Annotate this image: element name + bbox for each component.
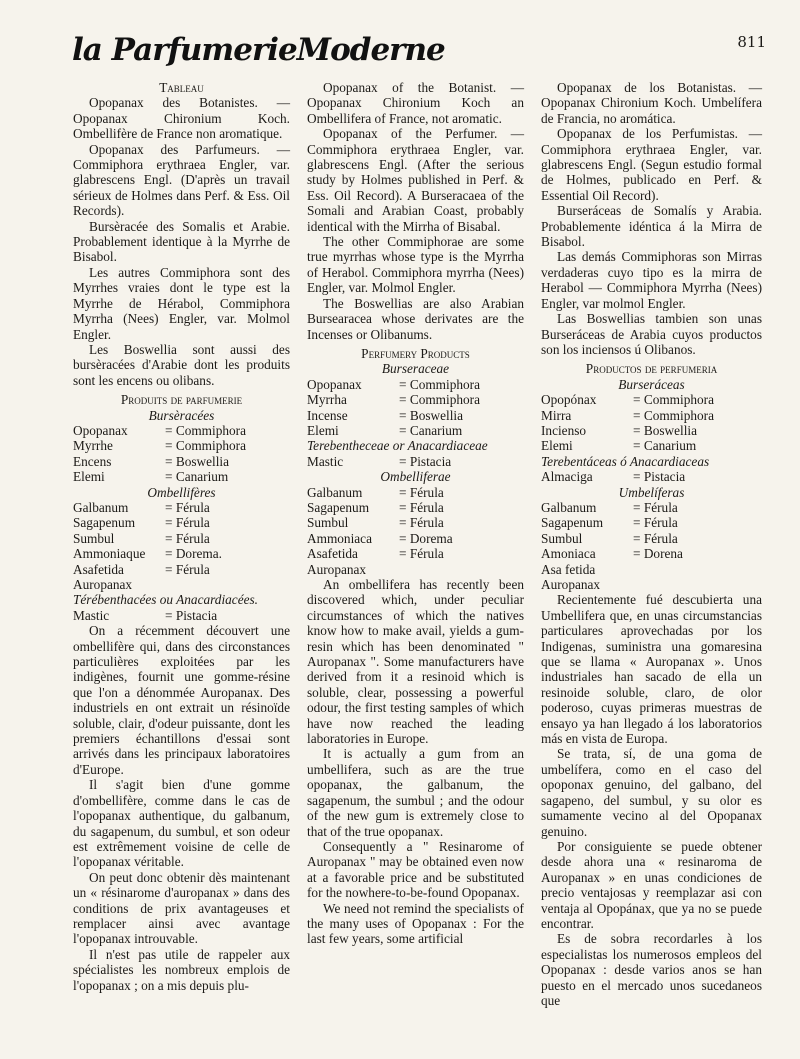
synonym-row [73,608,290,623]
product-name: Asafetida [73,561,124,577]
spanish-paragraph: Por consiguiente se puede obtener desde ahora una « resinaroma de Auropanax » en unas condiciones de precio ventajosas y reemplazar asi con ventaja al Opopánax, que ya no se puede encontrar. [541,838,762,931]
product-name: Asafetida [307,546,358,562]
french-synonym-table [73,500,290,592]
genus-equivalent: = Commiphora [165,438,246,454]
synonym-row [307,392,524,407]
french-family-heading: Térébenthacées ou Anacardiacées. [73,592,258,608]
english-paragraph: The other Commiphorae are some true myrrhas whose type is the Myrrha of Herabol. Commiphora myrrha (Nees) Engler, var. Molmol Engler. [307,234,524,296]
synonym-row [541,515,762,530]
product-name: Elemi [541,438,573,454]
english-paragraph: Consequently a " Resinarome of Auropanax " may be obtained even now at a favorable price and be substituted for the nowhere-to-be-found Opopanax. [307,838,524,901]
genus-equivalent: = Pistacia [633,469,686,485]
synonym-row [541,577,762,592]
product-name: Sagapenum [541,515,604,531]
synonym-row [73,531,290,546]
genus-equivalent [399,562,524,577]
english-paragraph: An ombellifera has recently been discovered which, under peculiar circumstances of which the natives know how to make avail, yields a gum-resin which has been denominated " Auropanax ". Some manufacturers have derived from it a resinoid which is soluble, clear, possessing a powerful odour, the first testing samples of which have now reached the leading laboratories in Europe. [307,577,524,747]
genus-equivalent: = Canarium [633,438,697,454]
spanish-paragraph: Recientemente fué descubierta una Umbellifera que, en unas circumstancias particulares aprovechadas por los Indigenas, suministra una gomaresina que se llama « Auropanax ». Unos industriales han sacado de ella un resinoide soluble, claro, de olor poderoso, cuyas primeras muestras de ensayo ya han llegado á los laboratorios más en vista de Europa. [541,592,762,747]
english-synonym-table [307,454,524,469]
french-paragraph: Il n'est pas utile de rappeler aux spécialistes les nombreux emplois de l'opopanax ; on a mis depuis plu- [73,946,290,993]
french-paragraph: Les autres Commiphora sont des Myrrhes vraies dont le type est la Myrrhe de Hérabol, Commiphora Myrrha (Nees) Engler, var. Molmol Engler. [73,264,290,342]
synonym-row [541,392,762,407]
product-name: Mastic [307,453,344,469]
column-spanish [541,80,762,1008]
product-name: Myrrhe [73,438,113,454]
genus-equivalent: = Commiphora [633,392,714,408]
product-name: Incienso [541,422,587,438]
product-name: Opopónax [541,392,597,408]
product-name: Sumbul [73,530,115,546]
product-name: Galbanum [73,499,129,515]
genus-equivalent: = Férula [633,530,678,546]
genus-equivalent: = Pistacia [165,607,218,623]
genus-equivalent [165,577,290,592]
product-name: Elemi [73,469,105,485]
spanish-synonym-table [541,392,762,454]
french-family-heading: Bursèracées [148,407,215,423]
product-name: Mirra [541,407,572,423]
genus-equivalent: = Pistacia [399,453,452,469]
spanish-family-heading: Umbelíferas [618,484,685,500]
synonym-row [541,408,762,423]
genus-equivalent: = Boswellia [633,422,698,438]
english-paragraph: Opopanax of the Botanist. — Opopanax Chironium Koch an Ombellifera of France, not aromatic. [307,80,524,126]
synonym-row [541,423,762,438]
english-paragraph: We need not remind the specialists of the many uses of Opopanax : For the last few years, some artificial [307,900,524,947]
english-family-heading: Terebentheceae or Anacardiaceae [307,438,488,454]
genus-equivalent: = Férula [633,515,678,531]
synonym-row [73,546,290,561]
synonym-row [541,546,762,561]
synonym-row [73,438,290,453]
product-name: Myrrha [307,392,347,408]
english-family-heading: Burseraceae [381,361,450,377]
english-paragraph: Opopanax of the Perfumer. — Commiphora erythraea Engler, var. glabrescens Engl. (After the serious study by Holmes published in Perf. & Ess. Oil Record). A Burseracaea of the Somali and Arabian Coast, probably identical with the Mirrha of Bisabal. [307,126,524,234]
spanish-paragraph: Burseráceas de Somalís y Arabia. Probablemente idéntica á la Mirra de Bisabol. [541,203,762,250]
synonym-row [307,515,524,530]
genus-equivalent: = Commiphora [399,392,480,408]
product-name: Opopanax [73,422,128,438]
spanish-family-heading: Burseráceas [618,376,685,392]
synonym-row [73,469,290,484]
french-synonym-table [73,608,290,623]
spanish-family-heading: Terebentáceas ó Anacardiaceas [541,453,710,469]
spanish-paragraph: Opopanax de los Perfumistas. — Commiphora erythraea Engler, var. glabrescens Engl. (Segun estudio formal de Holmes, publicado en Perf. & Essential Oil Record). [541,126,762,203]
genus-equivalent: = Férula [633,499,678,515]
spanish-paragraph: Las demás Commiphoras son Mirras verdaderas cuyo tipo es la mirra de Herabol — Commiphora Myrrha (Nees) Engler, var molmol Engler. [541,249,762,311]
synonym-row [73,423,290,438]
genus-equivalent: = Canarium [165,469,229,485]
spanish-paragraph: Las Boswellias tambien son unas Burseráceas de Arabia cuyos productos son los inciensos ú Olibanos. [541,311,762,357]
genus-equivalent: = Dorena [633,546,683,562]
product-name: Auropanax [73,577,133,592]
french-family-heading: Ombellifères [147,484,216,500]
genus-equivalent: = Férula [399,546,444,562]
french-paragraph: Les Boswellia sont aussi des bursèracées d'Arabie dont les produits sont les encens ou olibans. [73,341,290,388]
genus-equivalent: = Commiphora [399,376,480,392]
spanish-paragraph: Es de sobra recordarles à los especialistas los numerosos empleos del Opopanax : desde varios anos se han puesto en el mercado unos sucedaneos que [541,931,762,1008]
french-synonym-table [73,423,290,485]
product-name: Opopanax [307,376,362,392]
product-name: Mastic [73,607,110,623]
spanish-synonym-table [541,469,762,484]
english-paragraph: The Boswellias are also Arabian Bursearacea whose derivates are the Incenses or Olibanums. [307,295,524,342]
spanish-synonym-table [541,500,762,592]
product-name: Ammoniaque [73,546,146,562]
english-table-title: Perfumery Products [361,345,470,361]
product-name: Galbanum [307,484,363,500]
genus-equivalent: = Dorema [399,530,453,546]
product-name: Asa fetida [541,561,596,577]
synonym-row [307,423,524,438]
product-name: Auropanax [307,561,367,577]
french-paragraph: On peut donc obtenir dès maintenant un « résinarome d'auropanax » dans des conditions de prix avantageuses et remplacer ainsi avec avantage l'opopanax introuvable. [73,869,290,947]
page-number: 811 [737,33,766,51]
product-name: Elemi [307,422,339,438]
synonym-row [541,438,762,453]
english-synonym-table [307,485,524,577]
synonym-row [73,515,290,530]
genus-equivalent: = Commiphora [165,422,246,438]
genus-equivalent [633,577,762,592]
synonym-row [541,562,762,577]
french-paragraph: Opopanax des Botanistes. — Opopanax Chironium Koch. Ombellifère de France non aromatique. [73,95,290,142]
synonym-row [73,500,290,515]
product-name: Ammoniaca [307,530,372,546]
genus-equivalent: = Férula [399,484,444,500]
english-family-heading: Ombelliferae [380,469,451,485]
product-name: Incense [307,407,348,423]
synonym-row [73,577,290,592]
synonym-row [541,531,762,546]
product-name: Sagapenum [307,499,370,515]
french-paragraph: Opopanax des Parfumeurs. — Commiphora erythraea Engler, var. glabrescens Engl. (D'après un travail sérieux de Holmes dans Perf. & Ess. Oil Records). [73,141,290,219]
synonym-row [307,408,524,423]
synonym-row [307,531,524,546]
synonym-row [307,562,524,577]
french-paragraph: On a récemment découvert une ombellifère qui, dans des circonstances particulières exploitées par les indigènes, fournit une gomme-résine que l'on a dénommée Auropanax. Des industriels en ont extrait un résinoïde soluble, clair, d'odeur puissante, dont les premiers échantillons d'essai sont arrivés dans les principaux laboratoires d'Europe. [73,623,290,777]
synonym-row [307,454,524,469]
genus-equivalent: = Férula [165,499,210,515]
product-name: Galbanum [541,499,597,515]
column-english [307,80,524,947]
synonym-row [307,546,524,561]
french-paragraph: Bursèracée des Somalis et Arabie. Probablement identique à la Myrrhe de Bisabol. [73,218,290,265]
journal-masthead: la ParfumerieModerne [72,32,445,68]
french-table-title: Produits de parfumerie [120,392,243,408]
genus-equivalent: = Férula [165,515,210,531]
french-paragraph: Il s'agit bien d'une gomme d'ombellifère, comme dans le cas de l'opopanax authentique, du galbanum, du sagapenum, du sumbul, et son odeur est extrêmement voisine de celle de l'opopanax véritable. [73,777,290,870]
genus-equivalent: = Férula [165,530,210,546]
product-name: Encens [73,453,112,469]
spanish-paragraph: Se trata, sí, de una goma de umbelífera, como en el caso del opoponax genuino, del galbano, del sagapeno, del sumbul, y su olor es sumamente vecino al del Opopanax genuino. [541,746,762,839]
genus-equivalent: = Férula [399,515,444,531]
genus-equivalent: = Férula [165,561,210,577]
genus-equivalent: = Boswellia [165,453,230,469]
synonym-row [541,469,762,484]
synonym-row [73,562,290,577]
english-paragraph: It is actually a gum from an umbellifera, such as are the true opopanax, the galbanum, the sagapenum, the sumbul ; and the odour of the new gum is extremely close to that of the true opopanax. [307,746,524,839]
spanish-table-title: Productos de perfumeria [585,361,718,377]
synonym-row [541,500,762,515]
column-french [73,80,290,993]
synonym-row [307,485,524,500]
product-name: Auropanax [541,577,601,592]
genus-equivalent: = Commiphora [633,407,714,423]
product-name: Sumbul [307,515,349,531]
genus-equivalent: = Férula [399,499,444,515]
genus-equivalent: = Canarium [399,422,463,438]
genus-equivalent: = Boswellia [399,407,464,423]
genus-equivalent: = Dorema. [165,546,222,562]
genus-equivalent [633,562,762,577]
synonym-row [73,454,290,469]
synonym-row [307,500,524,515]
french-title: Tableau [159,80,204,95]
spanish-paragraph: Opopanax de los Botanistas. — Opopanax Chironium Koch. Umbelífera de Francia, no aromática. [541,80,762,126]
english-synonym-table [307,377,524,439]
product-name: Amoniaca [541,546,596,562]
synonym-row [307,377,524,392]
product-name: Sagapenum [73,515,136,531]
product-name: Almaciga [541,469,593,485]
product-name: Sumbul [541,530,583,546]
